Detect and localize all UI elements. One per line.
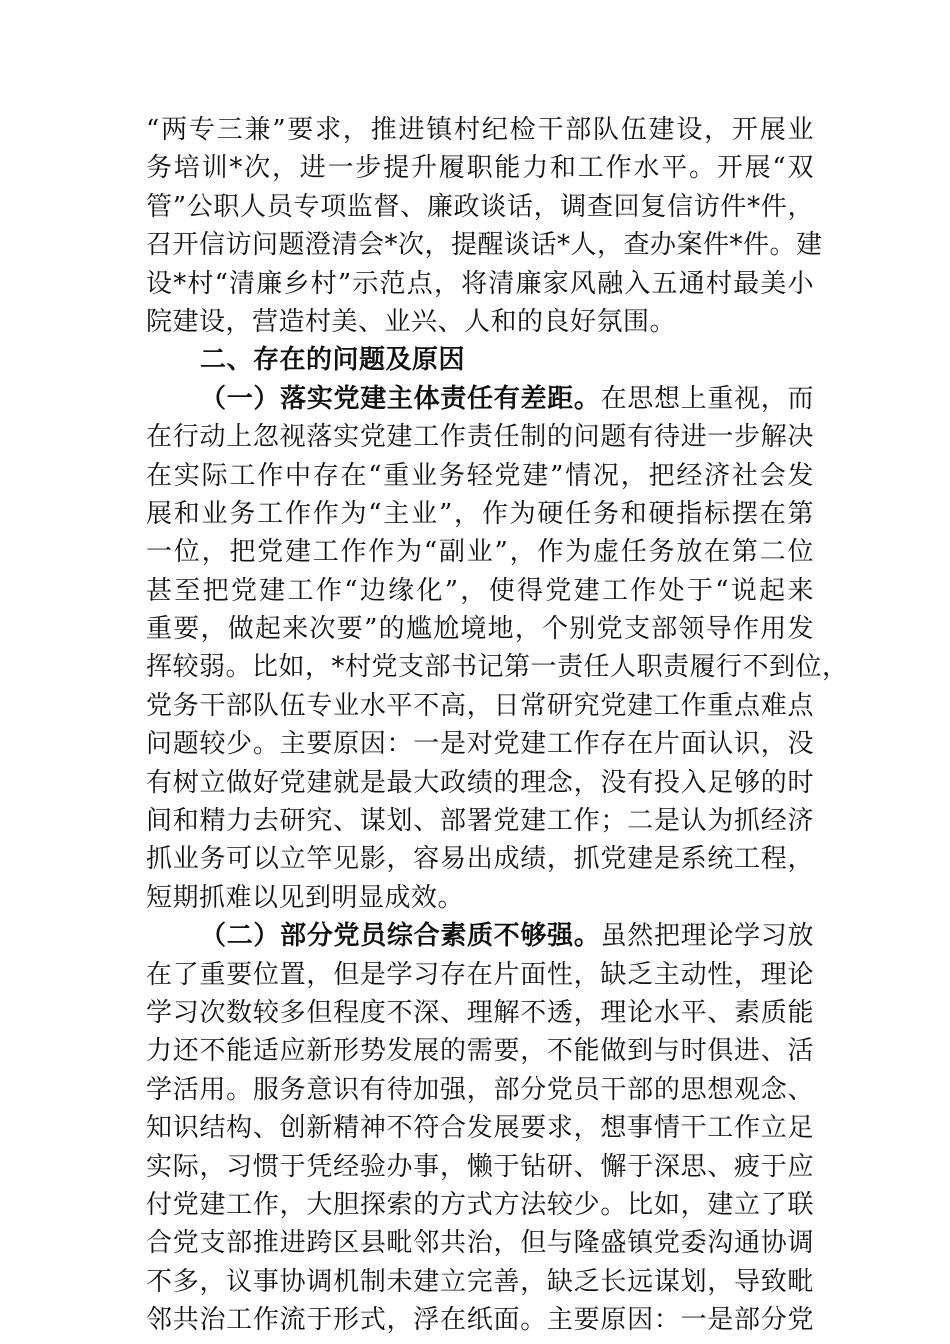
document-body (146, 111, 849, 1340)
text-line: 问题较少。主要原因：一是对党建工作存在片面认识，没 (146, 729, 814, 760)
text-line: 一位，把党建工作作为“副业”，作为虚任务放在第二位 (146, 537, 814, 568)
text-line: 甚至把党建工作“边缘化”，使得党建工作处于“说起来 (146, 575, 814, 606)
text-line: 合党支部推进跨区县毗邻共治，但与隆盛镇党委沟通协调 (146, 1228, 814, 1259)
paragraph-section-1 (146, 380, 849, 917)
section-1-first-line (146, 380, 814, 418)
text-line: 在实际工作中存在“重业务轻党建”情况，把经济社会发 (146, 460, 814, 491)
text-line: 重要，做起来次要”的尴尬境地，个别党支部领导作用发 (146, 614, 814, 645)
text-line: 挥较弱。比如，*村党支部书记第一责任人职责履行不到位， (146, 652, 849, 683)
text-line: 力还不能适应新形势发展的需要，不能做到与时俱进、活 (146, 1036, 814, 1067)
text-line: 付党建工作，大胆探索的方式方法较少。比如，建立了联 (146, 1189, 814, 1220)
section-2-first-line (146, 917, 814, 955)
section-2-first-line-text: 虽然把理论学习放 (600, 921, 814, 952)
text-line: 展和业务工作作为“主业”，作为硬任务和硬指标摆在第 (146, 498, 814, 529)
text-line: 设*村“清廉乡村”示范点，将清廉家风融入五通村最美小 (146, 268, 814, 299)
text-line: 院建设，营造村美、业兴、人和的良好氛围。 (146, 306, 677, 337)
text-line: 邻共治工作流于形式，浮在纸面。主要原因：一是部分党 (146, 1305, 814, 1336)
text-line: 抓业务可以立竿见影，容易出成绩，抓党建是系统工程， (146, 844, 814, 875)
text-line: 管”公职人员专项监督、廉政谈话，调查回复信访件*件， (146, 191, 814, 222)
section-heading: 二、存在的问题及原因 (200, 345, 466, 376)
text-line: 召开信访问题澄清会*次，提醒谈话*人，查办案件*件。建 (146, 230, 823, 261)
text-line: 党务干部队伍专业水平不高，日常研究党建工作重点难点 (146, 690, 814, 721)
text-line: 在了重要位置，但是学习存在片面性，缺乏主动性，理论 (146, 959, 814, 990)
paragraph-intro (146, 111, 823, 341)
text-line: 在行动上忽视落实党建工作责任制的问题有待进一步解决 (146, 422, 814, 453)
section-1-first-line-text: 在思想上重视，而 (600, 383, 814, 414)
text-line: 知识结构、创新精神不符合发展要求，想事情干工作立足 (146, 1113, 814, 1144)
text-line: 短期抓难以见到明显成效。 (146, 882, 465, 913)
text-line: 务培训*次，进一步提升履职能力和工作水平。开展“双 (146, 153, 814, 184)
text-line: “两专三兼”要求，推进镇村纪检干部队伍建设，开展业 (146, 115, 814, 145)
text-line: 实际，习惯于凭经验办事，懒于钻研、懈于深思、疲于应 (146, 1151, 814, 1182)
text-line: 学活用。服务意识有待加强，部分党员干部的思想观念、 (146, 1074, 814, 1105)
text-line: 间和精力去研究、谋划、部署党建工作；二是认为抓经济 (146, 806, 814, 837)
section-2-title: （二）部分党员综合素质不够强。 (200, 921, 601, 952)
text-line: 有树立做好党建就是最大政绩的理念，没有投入足够的时 (146, 767, 814, 798)
text-line: 不多，议事协调机制未建立完善，缺乏长远谋划，导致毗 (146, 1266, 814, 1297)
section-1-title: （一）落实党建主体责任有差距。 (200, 383, 601, 414)
text-line: 学习次数较多但程度不深、理解不透，理论水平、素质能 (146, 997, 814, 1028)
paragraph-section-2 (146, 917, 814, 1339)
